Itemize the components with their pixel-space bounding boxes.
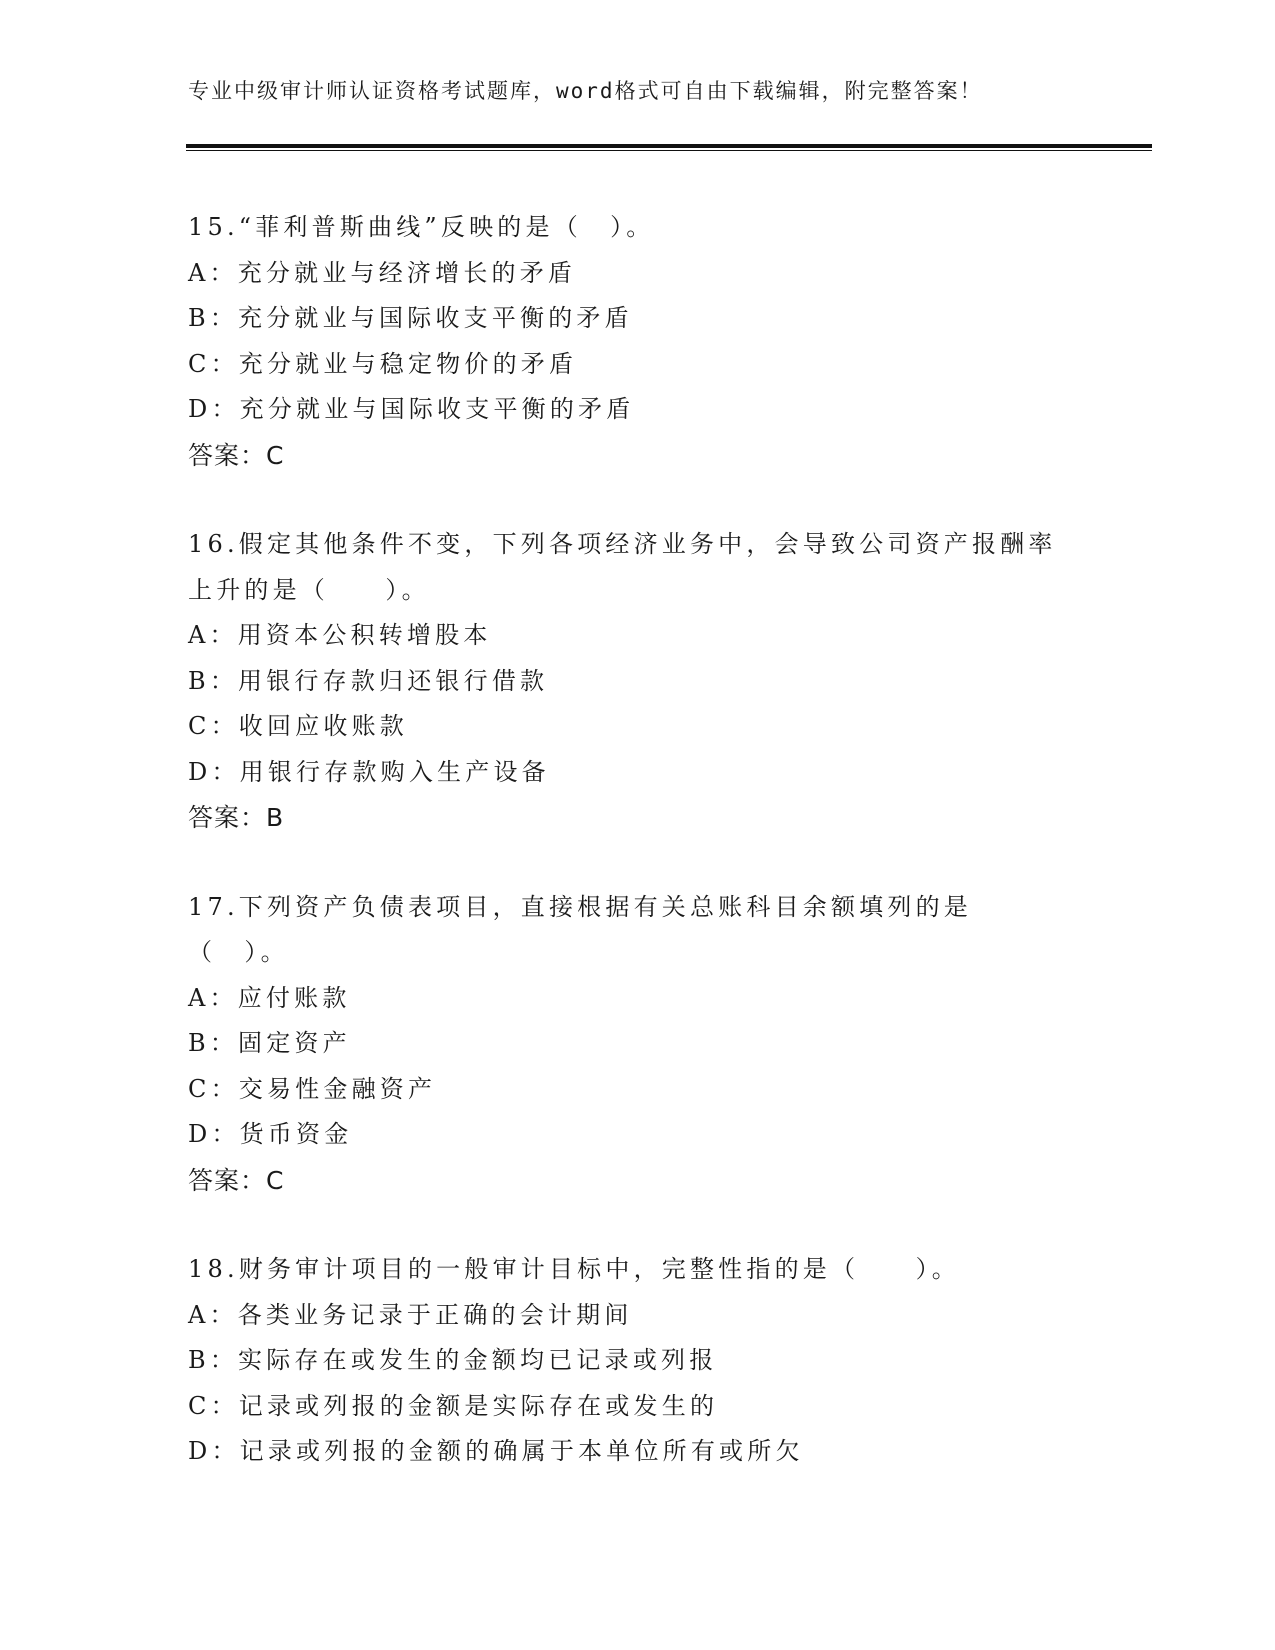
question-list — [188, 205, 1088, 1519]
option-a: A：用资本公积转增股本 — [188, 621, 492, 649]
header-rule-thin — [186, 150, 1152, 151]
option-c: C：交易性金融资产 — [188, 1074, 437, 1103]
option-c: C：记录或列报的金额是实际存在或发生的 — [188, 1391, 719, 1420]
answer-label: 答案：C — [188, 440, 285, 470]
question-stem: 15.“菲利普斯曲线”反映的是（ ）。 — [188, 213, 655, 241]
option-b: B：充分就业与国际收支平衡的矛盾 — [188, 304, 633, 332]
page-header-text: 专业中级审计师认证资格考试题库，word格式可自由下载编辑，附完整答案！ — [188, 79, 983, 103]
answer-label: 答案：C — [188, 1165, 285, 1195]
question-stem: 16.假定其他条件不变，下列各项经济业务中，会导致公司资产报酬率上升的是（ ）。 — [188, 530, 1057, 604]
question-18 — [188, 1247, 1088, 1475]
option-d: D：货币资金 — [188, 1120, 353, 1148]
option-d: D：充分就业与国际收支平衡的矛盾 — [188, 395, 635, 423]
option-c: C：充分就业与稳定物价的矛盾 — [188, 349, 578, 378]
option-b: B：实际存在或发生的金额均已记录或列报 — [188, 1346, 718, 1374]
option-b: B：用银行存款归还银行借款 — [188, 666, 549, 695]
question-stem: 17.下列资产负债表项目，直接根据有关总账科目余额填列的是（ ）。 — [188, 892, 972, 966]
option-b: B：固定资产 — [188, 1029, 351, 1057]
option-d: D：用银行存款购入生产设备 — [188, 757, 550, 786]
question-15 — [188, 205, 1088, 478]
option-a: A：应付账款 — [188, 983, 351, 1012]
question-stem: 18.财务审计项目的一般审计目标中，完整性指的是（ ）。 — [188, 1255, 960, 1283]
answer-label: 答案：B — [188, 803, 285, 832]
header-rule-thick — [186, 144, 1152, 148]
option-a: A：各类业务记录于正确的会计期间 — [188, 1300, 633, 1329]
question-16 — [188, 522, 1088, 841]
option-c: C：收回应收账款 — [188, 712, 408, 740]
option-d: D：记录或列报的金额的确属于本单位所有或所欠 — [188, 1437, 804, 1465]
option-a: A：充分就业与经济增长的矛盾 — [188, 258, 577, 287]
question-17 — [188, 885, 1088, 1204]
